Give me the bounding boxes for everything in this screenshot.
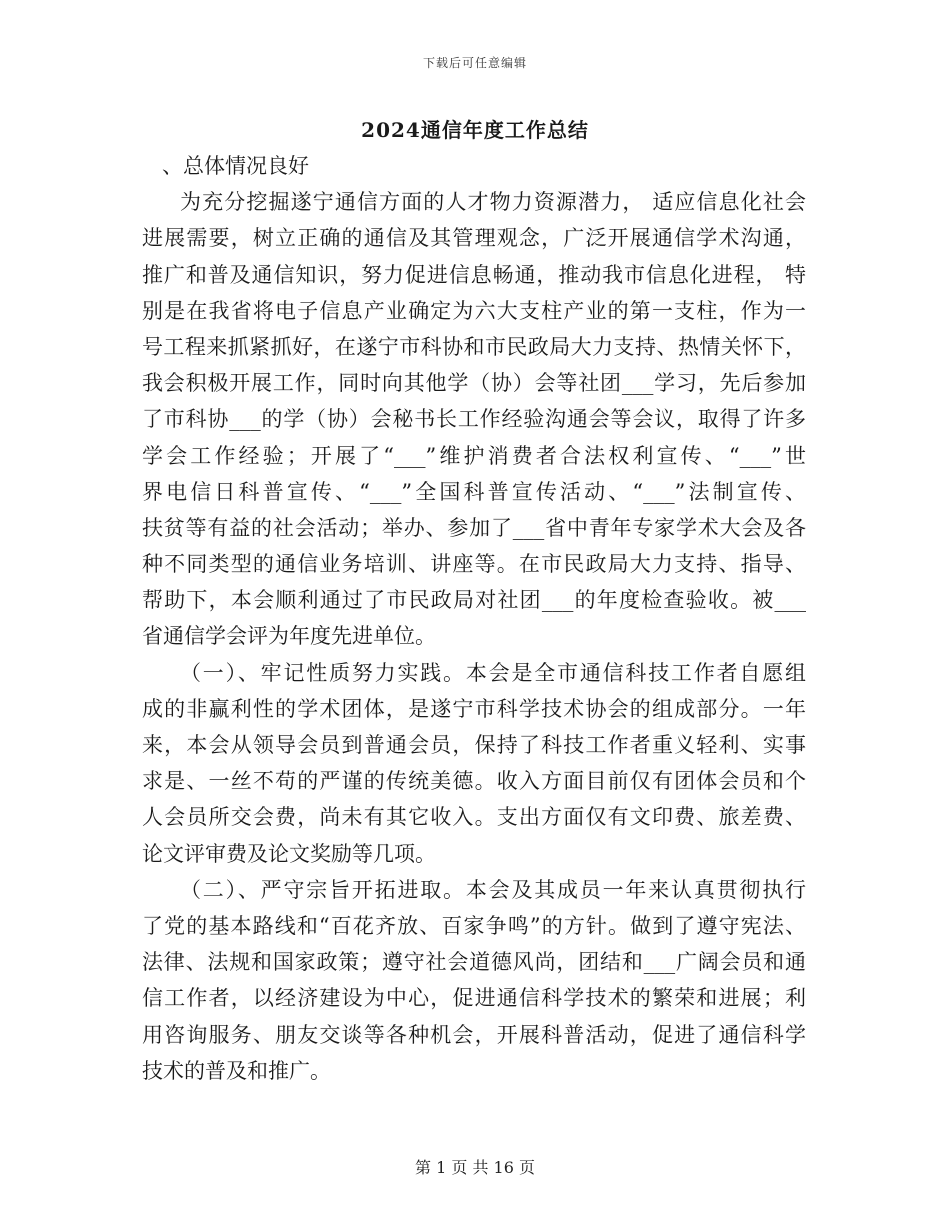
text-line: 进展需要，树立正确的通信及其管理观念，广泛开展通信学术沟通， — [142, 226, 806, 251]
text-line: 了市科协___的学（协）会秘书长工作经验沟通会等会议，取得了许多 — [142, 407, 806, 432]
text-line: 求是、一丝不苟的严谨的传统美德。收入方面目前仅有团体会员和个 — [142, 769, 806, 794]
text-line: 技术的普及和推广。 — [142, 1058, 331, 1083]
text-line: 我会积极开展工作，同时向其他学（协）会等社团___学习，先后参加 — [142, 371, 806, 396]
text-line: 帮助下，本会顺利通过了市民政局对社团___的年度检查验收。被___ — [142, 588, 806, 613]
paragraph-section-one — [142, 655, 806, 872]
text-line: 学会工作经验；开展了“___”维护消费者合法权利宣传、“___”世 — [142, 443, 806, 468]
text-line: 别是在我省将电子信息产业确定为六大支柱产业的第一支柱，作为一 — [142, 298, 806, 323]
document-body — [142, 148, 806, 1089]
text-line: 种不同类型的通信业务培训、讲座等。在市民政局大力支持、指导、 — [142, 552, 806, 577]
text-line: 来，本会从领导会员到普通会员，保持了科技工作者重义轻利、实事 — [142, 733, 806, 757]
paragraph-overview — [142, 184, 806, 654]
text-line: 了党的基本路线和“百花齐放、百家争鸣”的方针。做到了遵守宪法、 — [142, 913, 806, 938]
header-note: 下载后可任意编辑 — [422, 56, 527, 70]
text-line: 号工程来抓紧抓好，在遂宁市科协和市民政局大力支持、热情关怀下， — [142, 334, 806, 359]
text-line: （一）、牢记性质努力实践。本会是全市通信科技工作者自愿组 — [180, 660, 806, 685]
text-line: （二）、严守宗旨开拓进取。本会及其成员一年来认真贯彻执行 — [180, 877, 806, 902]
document-title: 2024通信年度工作总结 — [361, 118, 589, 142]
text-line: 、总体情况良好 — [162, 154, 309, 178]
page-number: 第 1 页 共 16 页 — [415, 1158, 535, 1177]
text-line: 扶贫等有益的社会活动；举办、参加了___省中青年专家学术大会及各 — [142, 515, 806, 540]
text-line: 信工作者，以经济建设为中心，促进通信科学技术的繁荣和进展；利 — [142, 986, 806, 1011]
text-line: 为充分挖掘遂宁通信方面的人才物力资源潜力， 适应信息化社会 — [180, 190, 806, 215]
text-line: 人会员所交会费，尚未有其它收入。支出方面仅有文印费、旅差费、 — [142, 805, 806, 830]
text-line: 界电信日科普宣传、“___”全国科普宣传活动、“___”法制宣传、 — [142, 479, 806, 504]
paragraph-section-two — [142, 872, 806, 1089]
text-line: 论文评审费及论文奖励等几项。 — [142, 841, 436, 866]
text-line: 推广和普及通信知识，努力促进信息畅通，推动我市信息化进程， 特 — [142, 262, 806, 287]
text-line: 法律、法规和国家政策；遵守社会道德风尚，团结和___广阔会员和通 — [142, 950, 806, 975]
text-line: 用咨询服务、朋友交谈等各种机会，开展科普活动，促进了通信科学 — [142, 1022, 806, 1047]
section-heading — [142, 148, 806, 184]
text-line: 省通信学会评为年度先进单位。 — [142, 624, 436, 649]
text-line: 成的非赢利性的学术团体，是遂宁市科学技术协会的组成部分。一年 — [142, 696, 806, 721]
